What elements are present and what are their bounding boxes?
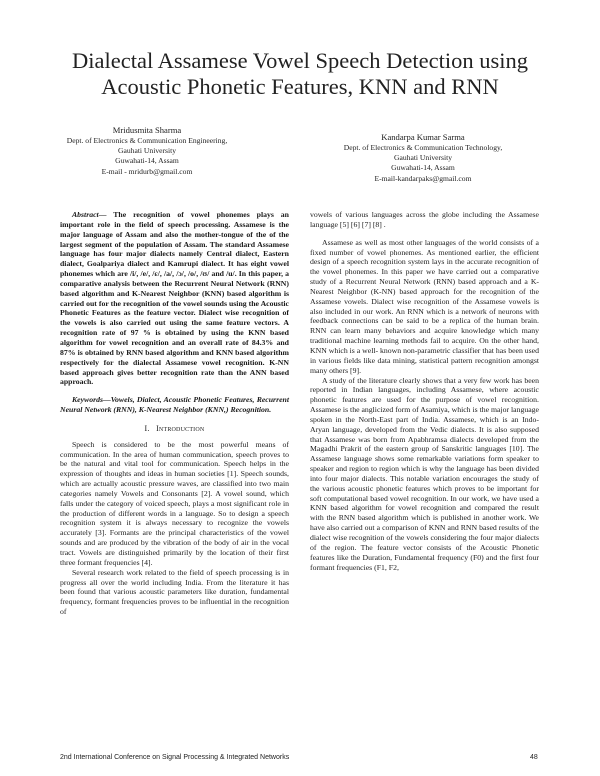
- footer-page-number: 48: [530, 754, 538, 761]
- author-email: E-mail - mridurb@gmail.com: [101, 166, 193, 176]
- author-block-2: [333, 131, 513, 184]
- section-number: I.: [144, 423, 150, 433]
- paper-title: [40, 48, 560, 100]
- author-affiliation: Dept. of Electronics & Communication Technology, Gauhati University: [343, 143, 503, 163]
- abstract-label: Abstract—: [72, 210, 107, 219]
- footer-conference: 2nd International Conference on Signal Processing & Integrated Networks: [60, 754, 290, 761]
- author-city: Guwahati-14, Assam: [391, 163, 455, 173]
- title-line-2: Acoustic Phonetic Features, KNN and RNN: [101, 74, 499, 99]
- section-heading: [60, 424, 289, 434]
- author-block-1: [62, 124, 232, 177]
- title-line-1: Dialectal Assamese Vowel Speech Detection using: [72, 48, 528, 73]
- body-paragraph-2: Assamese as well as most other languages of the world consists of a fixed number of vowel phonemes. As mentioned earlier, the efficient design of a speech recognition system lays in the accurate recognition of the vowel phonemes. In this paper we have carried out a comparative study of a Recurrent Neural Network (RNN) based approach and a K- Nearest Neighbor (K-NN) based approach for the recognition of the Assamese vowels. Dialect wise recognition of the Assamese vowels is also included in our work. An RNN which is a network of neurons with feedback connections can be said to be a replica of the human brain. RNN can learn many behaviors and acquire knowledge which many traditional machine learning methods fail to acquire. On the other hand, KNN which is a well- known non-parametric classifier that has been used in various fields like data mining, statistical pattern recognition amongst many others [9].: [310, 237, 539, 375]
- body-paragraph-continued: vowels of various languages across the globe including the Assamese language [5] [6] [7] [8] .: [310, 210, 539, 229]
- author-email: E-mail-kandarpaks@gmail.com: [374, 173, 472, 183]
- intro-paragraph-2: Several research work related to the field of speech processing is in progress all over the world including India. From the literature it has been found that various acoustic parameters like duration, fundamental frequency, formant frequencies proves to be influential in the recognition of: [60, 567, 289, 617]
- left-column: [60, 210, 289, 617]
- right-column: [310, 210, 539, 572]
- author-name: Mridusmita Sharma: [112, 125, 182, 135]
- author-name: Kandarpa Kumar Sarma: [381, 132, 465, 142]
- section-title: Introduction: [156, 423, 205, 433]
- abstract-text: The recognition of vowel phonemes plays an important role in the field of speech processing. Assamese is the major language of Assam and also the mother-tongue of the of the largest segment of the population of Assam. The standard Assamese language has four major dialects namely Central dialect, Eastern dialect, Goalpariya dialect and Kamrupi dialect. It has eight vowel phonemes which are /i/, /e/, /ɛ/, /a/, /ɔ/, /o/, /ʊ/ and /u/. In this paper, a comparative analysis between the Recurrent Neural Network (RNN) based algorithm and K-Nearest Neighbor (KNN) based algorithm is carried out for the recognition of the vowel sounds using the Acoustic Phonetic Features as the feature vector. Dialect wise recognition of the vowels is also carried out using the same feature vectors. A recognition rate of 97 % is obtained by using the KNN based algorithm for vowel recognition and an overall rate of 84.3% and 87% is obtained by RNN based algorithm and KNN based algorithm respectively for the dialectal Assamese vowel recognition. K-NN based approach gives better recognition rate than the ANN based approach.: [60, 210, 289, 387]
- author-city: Guwahati-14, Assam: [115, 156, 179, 166]
- body-paragraph-3: A study of the literature clearly shows that a very few work has been reported in Indian languages, including Assamese, where acoustic phonetic features are used for the purpose of vowel recognition. Assamese is the anglicized form of Asamiya, which is the major language spoken in the North-East part of India. Assamese, which is an Indo-Aryan language, developed from the Vedic dialects. It is also supposed that Assamese was born from Apabhramsa dialects developed from the Magadhi Prakrit of the eastern group of Sanskritic languages [10]. The Assamese language shows some remarkable variations form speaker to speaker and region to region which is why the language has been divided into four major dialects. This notable variation encourages the study of the various acoustic phonetic features which proves to be important for soft computational based vowel recognition. In our work, we have used a KNN based algorithm for vowel recognition and compared the result with the RNN based algorithm which is published in another work. We have also carried out a comparison of KNN and RNN based results of the dialect wise recognition of the vowels considering the four major dialects of the region. The feature vector consists of the Acoustic Phonetic features like the Duration, Fundamental frequency (F0) and the first four formant frequencies (F1, F2,: [310, 375, 539, 572]
- intro-paragraph-1: Speech is considered to be the most powerful means of communication. In the area of human communication, speech proves to be the natural and vital tool for communication. Speech helps in the expression of thoughts and ideas in human societies [1]. Speech sounds, which are actually acoustic pressure waves, are classified into two main categories namely Vowels and Consonants [2]. A vowel sound, which falls under the category of voiced speech, plays a most significant role in the production of different words in a language. So to design a speech recognition system it is always necessary to recognize the vowels accurately [3]. Formants are the principal characteristics of the vowel sounds and are produced by the vibration of the body of air in the vocal tract. Vowels are distinguished primarily by the location of their first three formant frequencies [4].: [60, 439, 289, 567]
- abstract: [60, 210, 289, 387]
- keywords: Keywords—Vowels, Dialect, Acoustic Phonetic Features, Recurrent Neural Network (RNN), K-Nearest Neighbor (KNN,) Recognition.: [60, 395, 289, 415]
- author-affiliation: Dept. of Electronics & Communication Engineering, Gauhati University: [66, 136, 228, 156]
